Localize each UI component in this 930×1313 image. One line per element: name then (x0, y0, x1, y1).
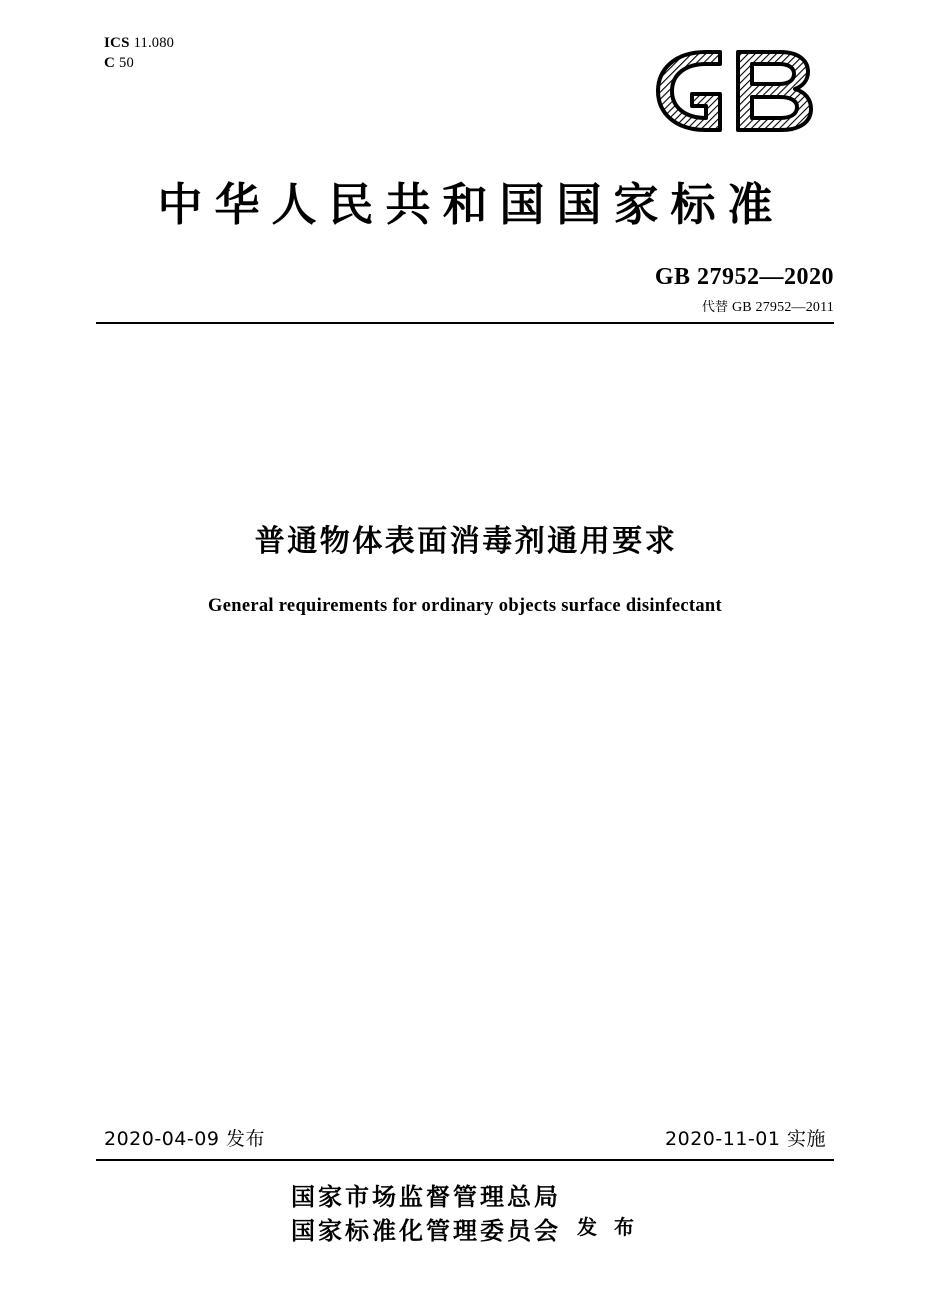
header-divider (96, 322, 834, 324)
publisher-verb: 发 布 (577, 1214, 639, 1239)
classification-label: C (104, 54, 116, 71)
replaces-label: 代替 (701, 300, 729, 315)
replaces-value: GB 27952—2011 (731, 300, 834, 315)
publisher-block (0, 1180, 930, 1248)
issue-date: 2020-04-09 发布 (104, 1128, 265, 1150)
publisher-line-2: 国家标准化管理委员会 (291, 1217, 562, 1246)
gb-logo-icon (646, 42, 836, 140)
standard-number: GB 27952—2020 (654, 264, 834, 290)
ics-line (104, 34, 174, 54)
document-title-english: General requirements for ordinary objects surface disinfectant (208, 596, 722, 616)
implementation-date: 2020-11-01 实施 (665, 1128, 826, 1150)
classification-value: 50 (119, 54, 134, 71)
ics-value: 11.080 (133, 35, 175, 51)
ics-classification-block (104, 34, 174, 74)
document-title-chinese: 普通物体表面消毒剂通用要求 (254, 524, 678, 559)
national-standard-title: 中华人民共和国国家标准 (157, 178, 785, 231)
standard-number-block (655, 264, 834, 316)
footer-divider (96, 1159, 834, 1161)
classification-line (104, 54, 174, 74)
replaces-line (655, 296, 834, 316)
ics-label: ICS (104, 35, 130, 51)
publisher-names (291, 1180, 561, 1248)
publisher-line-1: 国家市场监督管理总局 (291, 1183, 562, 1211)
